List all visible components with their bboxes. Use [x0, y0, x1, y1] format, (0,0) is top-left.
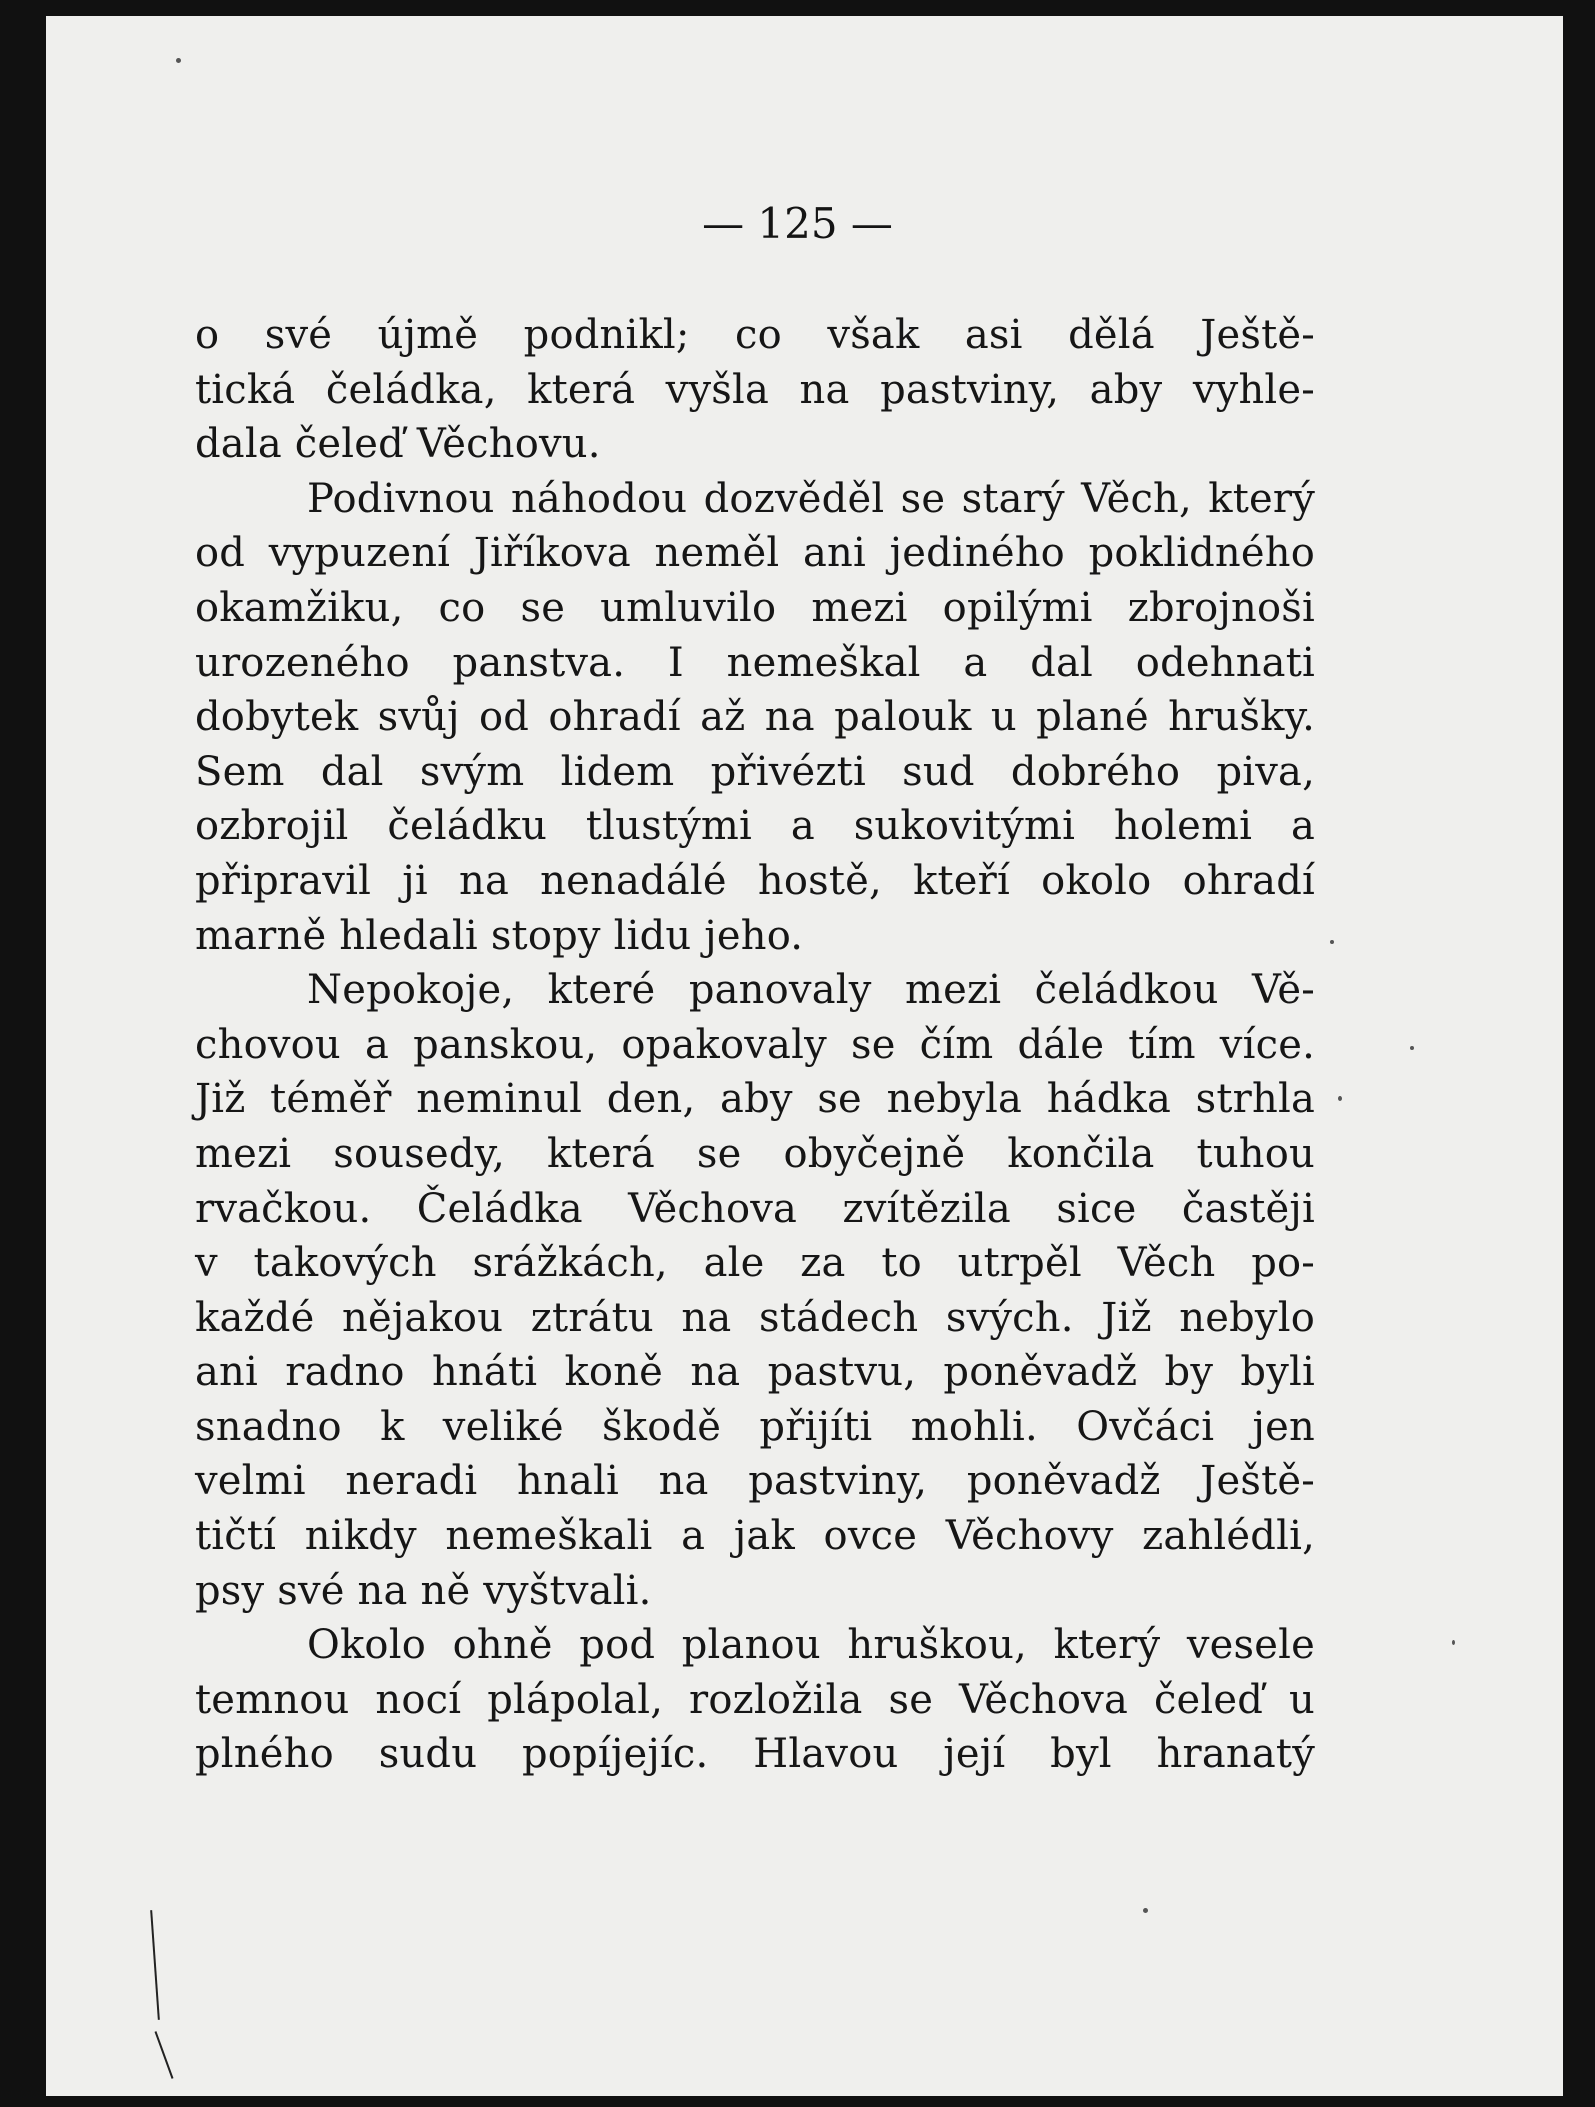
text-line: mezi sousedy, která se obyčejně končila tuhou	[195, 1130, 1315, 1177]
dust-speck	[1452, 1640, 1455, 1645]
body-text	[195, 308, 1315, 1782]
text-line: připravil ji na nenadálé hostě, kteří okolo ohradí	[195, 857, 1315, 904]
text-line: marně hledali stopy lidu jeho.	[195, 912, 804, 959]
dust-speck	[1143, 1908, 1148, 1913]
text-line: Již téměř neminul den, aby se nebyla hádka strhla	[195, 1076, 1315, 1123]
dust-speck	[176, 58, 181, 63]
text-line: temnou nocí plápolal, rozložila se Věchova čeleď u	[195, 1676, 1315, 1723]
text-line: Okolo ohně pod planou hruškou, který vesele	[307, 1622, 1315, 1669]
text-line: dala čeleď Věchovu.	[195, 421, 601, 468]
text-line: chovou a panskou, opakovaly se čím dále tím více.	[195, 1021, 1315, 1068]
dust-speck	[1338, 1096, 1342, 1101]
text-line: ani radno hnáti koně na pastvu, poněvadž by byli	[195, 1349, 1315, 1396]
text-line: psy své na ně vyštvali.	[195, 1567, 652, 1614]
dust-speck	[1330, 940, 1334, 944]
text-line: velmi neradi hnali na pastviny, poněvadž Ještě-	[195, 1458, 1315, 1505]
text-line: každé nějakou ztrátu na stádech svých. Již nebylo	[195, 1294, 1315, 1341]
text-line: Podivnou náhodou dozvěděl se starý Věch, který	[307, 475, 1315, 522]
text-line: v takových srážkách, ale za to utrpěl Věch po-	[195, 1240, 1315, 1287]
dust-speck	[1410, 1046, 1414, 1050]
text-line: Sem dal svým lidem přivézti sud dobrého piva,	[195, 748, 1315, 795]
text-line: od vypuzení Jiříkova neměl ani jediného poklidného	[195, 530, 1315, 577]
text-line: plného sudu popíjejíc. Hlavou její byl hranatý	[195, 1731, 1315, 1778]
page-number: — 125 —	[702, 199, 893, 248]
text-line: tická čeládka, která vyšla na pastviny, aby vyhle-	[195, 366, 1315, 413]
text-line: rvačkou. Čeládka Věchova zvítězila sice častěji	[195, 1185, 1315, 1232]
text-line: Nepokoje, které panovaly mezi čeládkou Vě-	[307, 967, 1315, 1014]
text-line: urozeného panstva. I nemeškal a dal odehnati	[195, 639, 1315, 686]
text-line: o své újmě podnikl; co však asi dělá Ještě-	[195, 312, 1315, 358]
text-line: ozbrojil čeládku tlustými a sukovitými holemi a	[195, 803, 1315, 850]
text-line: dobytek svůj od ohradí až na palouk u plané hrušky.	[195, 694, 1315, 741]
text-line: snadno k veliké škodě přijíti mohli. Ovčáci jen	[195, 1403, 1315, 1450]
text-line: okamžiku, co se umluvilo mezi opilými zbrojnoši	[195, 584, 1315, 631]
text-line: tičtí nikdy nemeškali a jak ovce Věchovy zahlédli,	[195, 1513, 1315, 1560]
